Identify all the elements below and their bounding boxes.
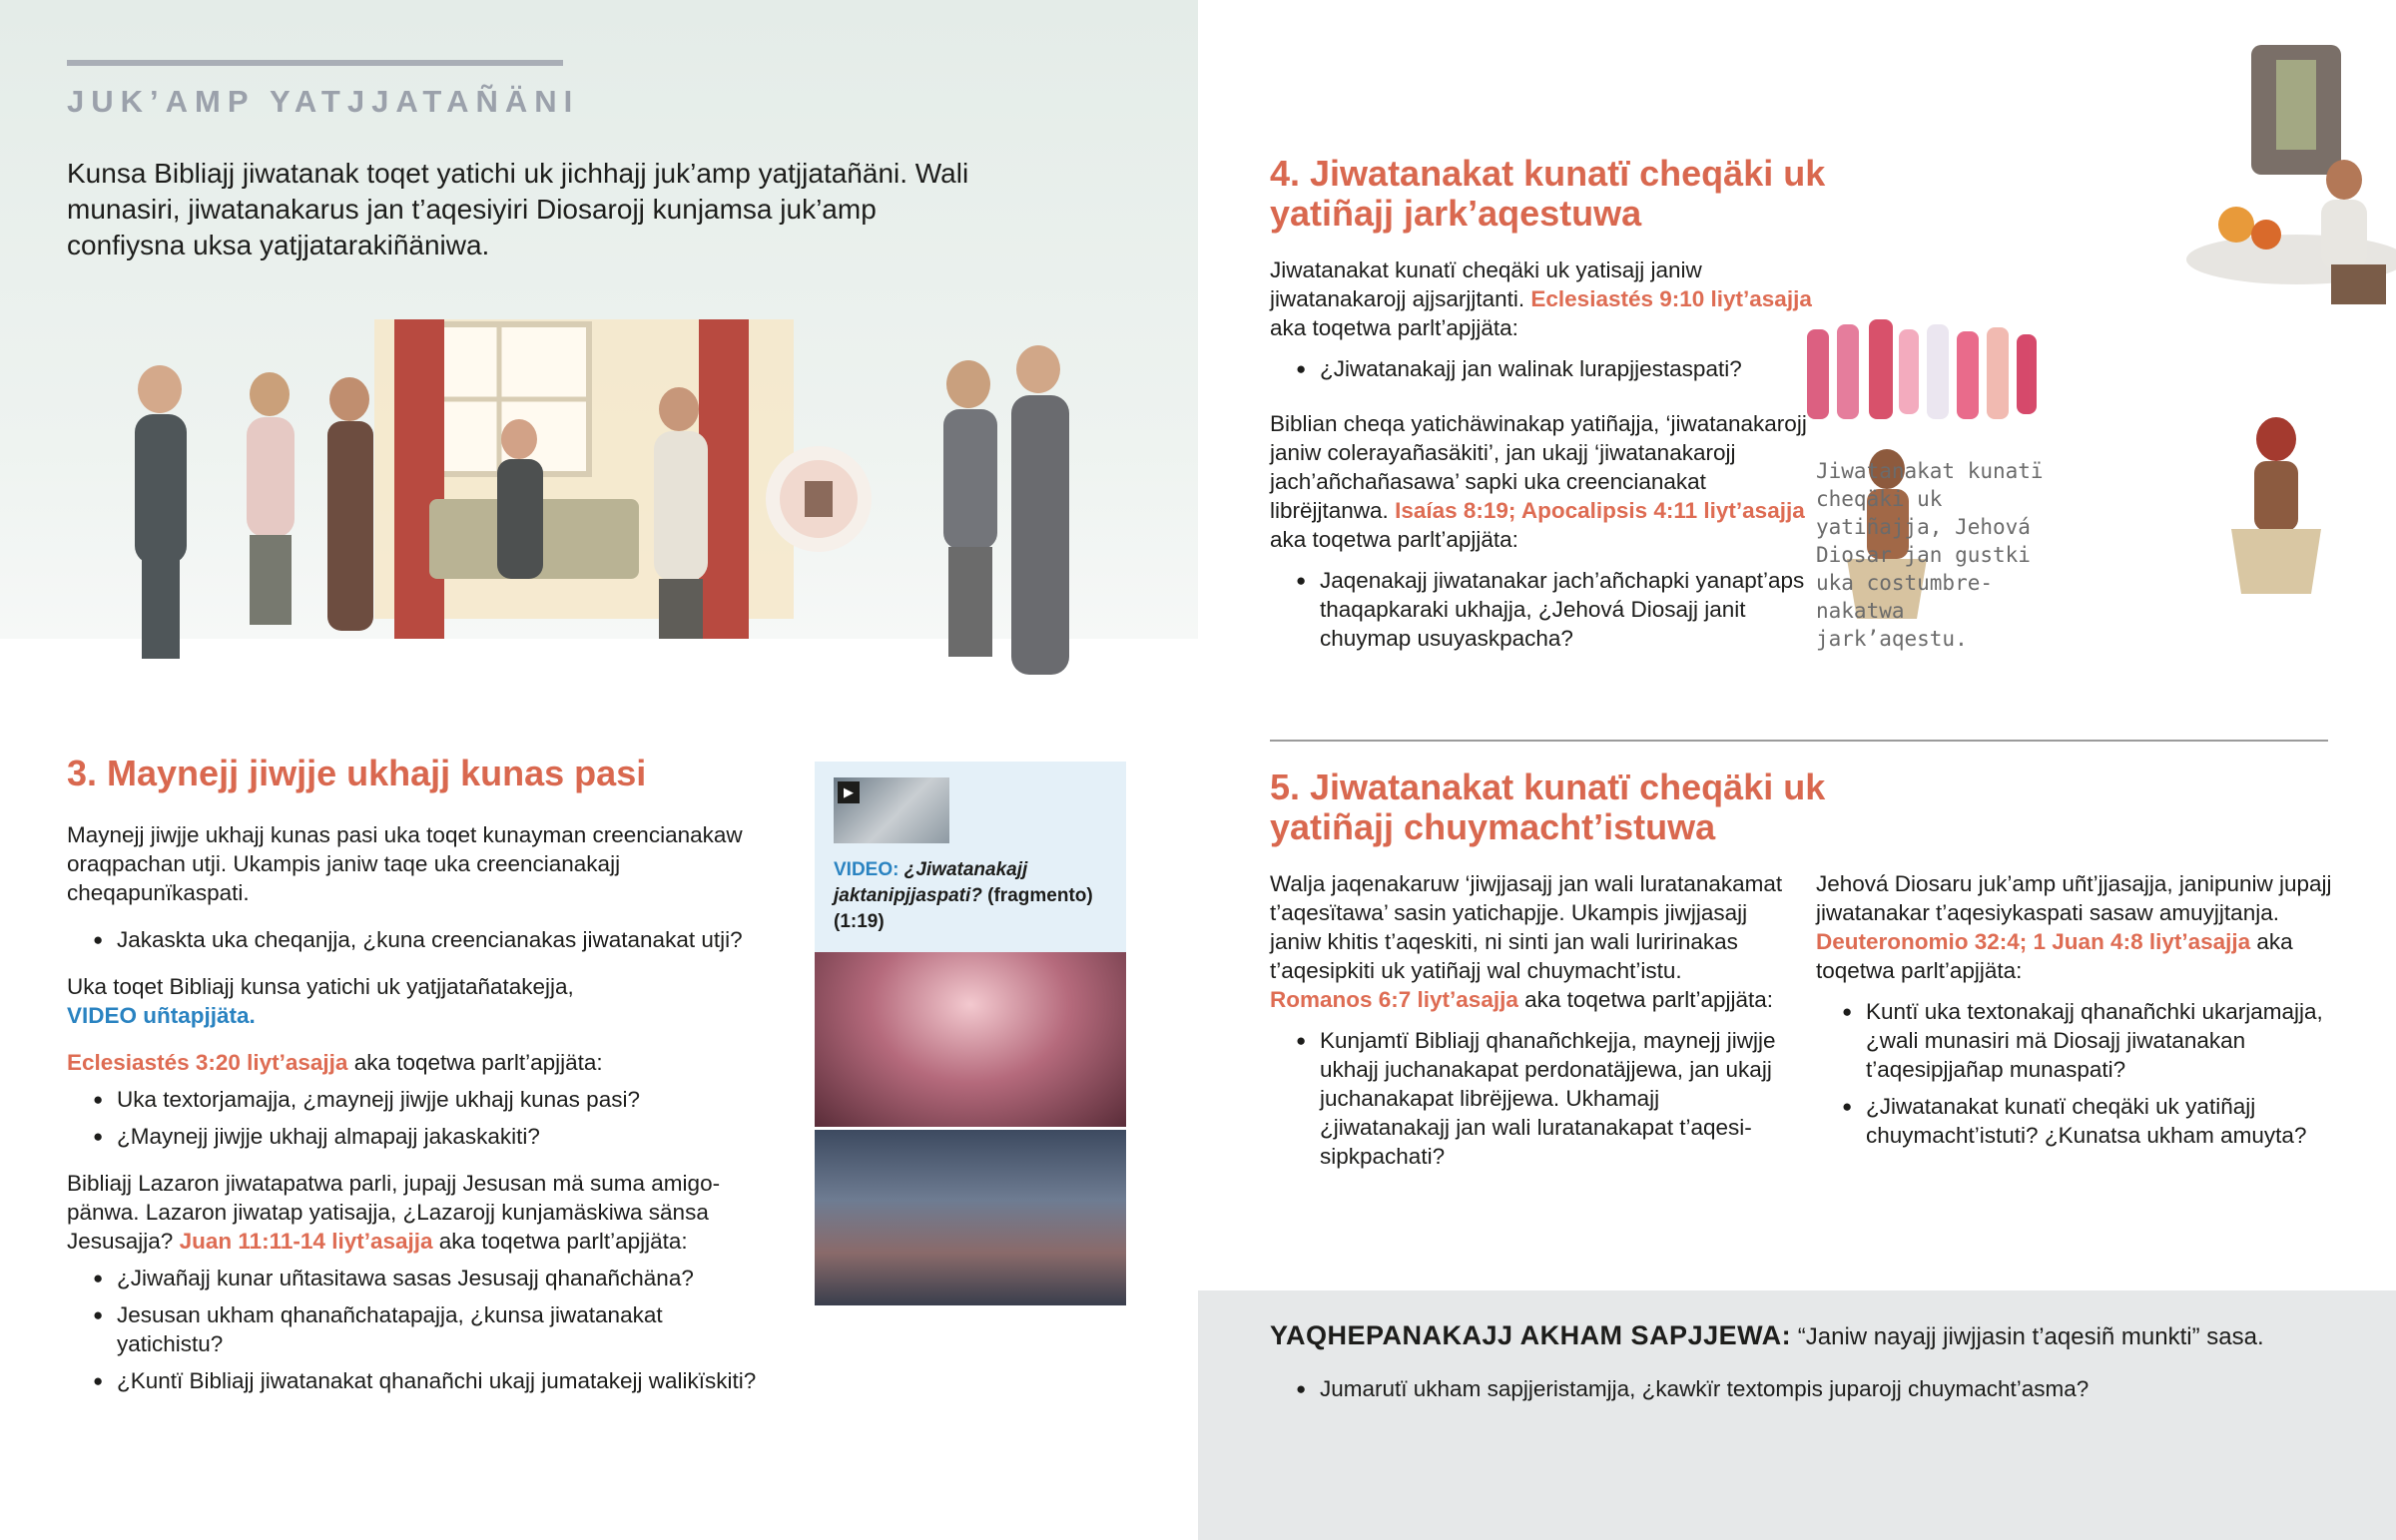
section-5-bullets-left bbox=[1296, 1026, 1789, 1171]
section-4-bullets-2 bbox=[1296, 566, 1814, 653]
section-4-paragraph-2: Biblian cheqa yatichäwinakap yatiñajja, ‘jiwatanakarojj janiw colerayañasäkiti’, jan ukajj ‘jiwatanakarojj jach’añchañasawa’ sapki uka creencianakat librëjjtanwa. Isaías 8:19; Apocalipsis 4:11 liyt’asajja aka toqetwa parlt’apjjäta: bbox=[1270, 411, 1807, 552]
list-item: ● Jakaskta uka cheqanjja, ¿kuna creencianakas jiwatanakat utji? bbox=[93, 925, 766, 954]
kicker-rule bbox=[67, 60, 563, 66]
section-3-body bbox=[67, 820, 766, 1395]
section-5-bullets-right bbox=[1842, 997, 2345, 1150]
video-box[interactable] bbox=[815, 762, 1126, 953]
scripture-reference[interactable]: Juan 11:11-14 liyt’asajja bbox=[179, 1229, 433, 1254]
video-label: VIDEO: bbox=[834, 859, 899, 880]
list-item: ● Jumarutï ukham sapjjeristamjja, ¿kawkïr textompis juparojj chuymacht’asma? bbox=[1296, 1374, 2348, 1403]
kicker-heading: JUK’AMP YATJJATAÑÄNI bbox=[67, 84, 580, 119]
section-4-paragraph-1: Jiwatanakat kunatï cheqäki uk yatisajj janiw jiwatanakarojj ajjsarjjtanti. Eclesiastés 9:10 liyt’asajja aka toqetwa parlt’apjjäta: bbox=[1270, 257, 1812, 340]
video-caption bbox=[834, 857, 1118, 935]
illustration-caption: Jiwatanakat kunatï cheqäki uk yatiñajja, Jehová Diosar jan gustki uka costumbrenakatwa jark’aqestu. bbox=[1816, 459, 2044, 651]
scripture-reference[interactable]: Deuteronomio 32:4; 1 Juan 4:8 liyt’asajja bbox=[1816, 929, 2251, 954]
list-item: ● Jesusan ukham qhanañchatapajja, ¿kunsa jiwatanakat yatichistu? bbox=[93, 1300, 766, 1358]
section-3-title: 3. Maynejj jiwjje ukhajj kunas pasi bbox=[67, 753, 647, 793]
list-item: ● ¿Jiwatanakat kunatï cheqäki uk yatiñajj chuymacht’istuti? ¿Kunatsa ukham amuyta? bbox=[1842, 1092, 2345, 1150]
section-3-bullets-2 bbox=[93, 1085, 766, 1151]
section-3-bullets-1 bbox=[93, 925, 766, 954]
section-4-bullets-1 bbox=[1296, 354, 1814, 383]
list-item: ● ¿Maynejj jiwjje ukhajj almapajj jakaskakiti? bbox=[93, 1122, 766, 1151]
scripture-reference[interactable]: Eclesiastés 9:10 liyt’asajja bbox=[1530, 286, 1812, 311]
section-5-right-column bbox=[1816, 869, 2345, 1150]
list-item: ● ¿Jiwañajj kunar uñtasitawa sasas Jesusajj qhanañchäna? bbox=[93, 1264, 766, 1292]
list-item: ● Kunjamtï Bibliajj qhanañchkejja, maynejj jiwjje ukhajj juchanakapat perdonatäjjewa, jan ukajj juchanakapat librëjjewa. Ukhamajj ¿jiwatanakajj jan wali luratanakapat t’aqesisipkpachati? bbox=[1296, 1026, 1789, 1171]
section-5-left-column bbox=[1270, 869, 1789, 1171]
section-divider bbox=[1270, 740, 2328, 742]
list-item: ● Uka textorjamajja, ¿maynejj jiwjje ukhajj kunas pasi? bbox=[93, 1085, 766, 1114]
section-3-paragraph-3: Eclesiastés 3:20 liyt’asajja aka toqetwa parlt’apjjäta: bbox=[67, 1050, 603, 1075]
summary-list bbox=[1270, 1362, 2348, 1403]
summary-heading bbox=[1270, 1319, 2348, 1353]
section-3-paragraph-1: Maynejj jiwjje ukhajj kunas pasi uka toqet kunayman creencianakaw oraqpachan utji. Ukampis janiw taqe uka creencianakajj cheqapunïkaspati. bbox=[67, 822, 743, 905]
video-still-train bbox=[815, 1130, 1126, 1305]
video-duration: (fragmento) (1:19) bbox=[834, 885, 1093, 932]
scripture-reference[interactable]: Romanos 6:7 liyt’asajja bbox=[1270, 987, 1518, 1012]
list-item: ● ¿Kuntï Bibliajj jiwatanakat qhanañchi ukajj jumatakejj walikïskiti? bbox=[93, 1366, 766, 1395]
summary-bullets bbox=[1296, 1374, 2348, 1403]
video-link[interactable]: VIDEO uñtapjjäta. bbox=[67, 1003, 256, 1028]
summary-label: YAQHEPANAKAJJ AKHAM SAPJJEWA: bbox=[1270, 1320, 1792, 1350]
scripture-reference[interactable]: Isaías 8:19; Apocalipsis 4:11 liyt’asajja bbox=[1395, 498, 1805, 523]
section-5-paragraph-left: Walja jaqenakaruw ‘jiwjjasajj jan wali luratanakamat t’aqesïtawa’ sasin yatichapjje. Ukampis jiwjjasajj janiw khitis t’aqeskiti, ni sinti jan wali luririnakas t’aqesipkiti uk yatiñajj wal chuymacht’istu. Romanos 6:7 liyt’asajja aka toqetwa parlt’apjjäta: bbox=[1270, 871, 1783, 1012]
section-5-title: 5. Jiwatanakat kunatï cheqäki uk yatiñajj chuymacht’istuwa bbox=[1270, 767, 1826, 847]
scripture-reference[interactable]: Eclesiastés 3:20 liyt’asajja bbox=[67, 1050, 348, 1075]
video-title: ¿Jiwatanakajj jaktanipjjaspati? bbox=[834, 859, 1028, 906]
section-3-paragraph-2: Uka toqet Bibliajj kunsa yatichi uk yatjjatañatakejja, VIDEO uñtapjjäta. bbox=[67, 974, 574, 1028]
play-icon[interactable]: ▶ bbox=[838, 781, 860, 803]
section-5-paragraph-right: Jehová Diosaru juk’amp uñt’jjasajja, janipuniw jupajj jiwatanakar t’aqesiykaspati sasaw amuyjjtanja. Deuteronomio 32:4; 1 Juan 4:8 liyt’asajja aka toqetwa parlt’apjjäta: bbox=[1816, 871, 2332, 983]
right-page bbox=[1198, 0, 2396, 1540]
video-still-hospital bbox=[815, 952, 1126, 1127]
section-3-paragraph-4: Bibliajj Lazaron jiwatapatwa parli, jupajj Jesusan mä suma amigopänwa. Lazaron jiwatap yatisajja, ¿Lazarojj kunjamäskiwa sänsa Jesusajja? Juan 11:11-14 liyt’asajja aka toqetwa parlt’apjjäta: bbox=[67, 1171, 721, 1254]
summary-quote: “Janiw nayajj jiwjjasin t’aqesiñ munkti” sasa. bbox=[1797, 1323, 2264, 1350]
section-4-title: 4. Jiwatanakat kunatï cheqäki uk yatiñajj jark’aqestuwa bbox=[1270, 153, 1826, 234]
funeral-illustration bbox=[120, 299, 1078, 709]
list-item: ● Kuntï uka textonakajj qhanañchki ukarjamajja, ¿wali munasiri mä Diosajj jiwatanakan t’aqesipjjañap munaspati? bbox=[1842, 997, 2345, 1084]
intro-paragraph: Kunsa Bibliajj jiwatanak toqet yatichi uk jichhajj juk’amp yatjjatañäni. Wali munasiri, jiwatanakarus jan t’aqesiyiri Diosarojj kunjamsa juk’amp confiysna uksa yatjjatarakiñäniwa. bbox=[67, 158, 969, 260]
list-item: ● ¿Jiwatanakajj jan walinak lurapjjestaspati? bbox=[1296, 354, 1814, 383]
section-4-body bbox=[1270, 256, 1814, 653]
section-3-bullets-3 bbox=[93, 1264, 766, 1395]
list-item: ● Jaqenakajj jiwatanakar jach’añchapki yanapt’aps thaqapkaraki ukhajja, ¿Jehová Diosajj janit chuymap usuyaskpacha? bbox=[1296, 566, 1814, 653]
video-thumbnail[interactable] bbox=[834, 777, 949, 843]
